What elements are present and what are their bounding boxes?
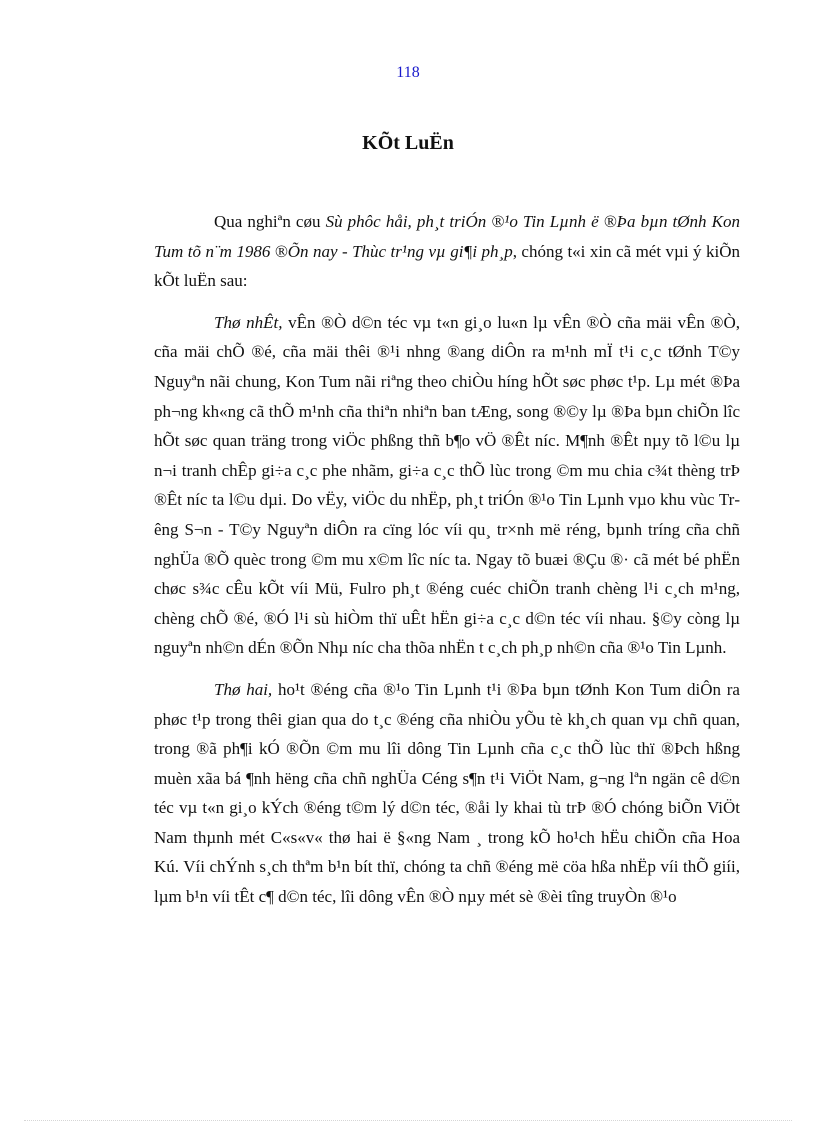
second-conclusion-label: Thø hai, xyxy=(214,679,273,699)
intro-lead: Qua nghiªn cøu xyxy=(214,212,326,231)
page-number: 118 xyxy=(396,64,420,81)
page-title: KÕt LuËn xyxy=(362,132,454,154)
paragraph-second-conclusion xyxy=(154,675,740,912)
first-conclusion-label: Thø nhÊt, xyxy=(214,312,283,332)
intro-study-title: Sù phôc håi, ph¸t triÓn ®¹o Tin Lµnh ë ®Þa bµn tØnh Kon Tum tõ n¨m 1986 ®Õn nay - Thùc tr¹ng vµ gi¶i ph¸p xyxy=(154,212,740,261)
second-conclusion-text: ho¹t ®éng cña ®¹o Tin Lµnh t¹i ®Þa bµn tØnh Kon Tum diÔn ra phøc t¹p trong thêi gian qua do t¸c ®éng cña nhiÒu yÕu tè kh¸ch quan vµ chñ quan, trong ®ã ph¶i kÓ ®Õn ©m mu lîi dông Tin Lµnh cña c¸c thÕ lùc thï ®Þch hßng muèn xãa bá ¶nh hëng cña chñ nghÜa Céng s¶n t¹i ViÖt Nam, g¬ng lªn ngän cê d©n téc vµ t«n gi¸o kÝch ®éng t©m lý d©n téc, ®åi ly khai tù trÞ ®Ó chóng biÕn ViÖt Nam thµnh mét C«s«v« thø hai ë §«ng Nam ¸ trong kÕ ho¹ch hËu chiÕn cña Hoa Kú. Víi chÝnh s¸ch thªm b¹n bít thï, chóng ta chñ ®éng më cöa hßa nhËp víi thÕ giíi, lµm b¹n víi tÊt c¶ d©n téc, lîi dông vÊn ®Ò nµy mét sè ®èi tîng truyÒn ®¹o xyxy=(154,679,740,907)
page-bottom-divider xyxy=(24,1120,792,1121)
intro-text: , chóng t«i xin cã mét vµi ý kiÕn kÕt luËn sau: xyxy=(154,241,740,291)
first-conclusion-text: vÊn ®Ò d©n téc vµ t«n gi¸o lu«n lµ vÊn ®Ò cña mäi vÊn ®Ò, cña mäi chÕ ®é, cña mäi thêi ®¹i nhng ®ang diÔn ra m¹nh mÏ t¹i c¸c tØnh T©y Nguyªn nãi chung, Kon Tum nãi riªng theo chiÒu híng hÕt søc phøc t¹p. Lµ mét ®Þa ph¬ng kh«ng cã thÕ m¹nh cña thiªn nhiªn ban tÆng, song ®©y lµ ®Þa bµn chiÕn lîc hÕt søc quan träng trong viÖc phßng thñ b¶o vÖ ®Êt níc. M¶nh ®Êt nµy tõ l©u lµ n¬i tranh chÊp gi÷a c¸c phe nhãm, gi÷a c¸c thÕ lùc trong ©m mu chia c¾t thèng trÞ ®Êt níc ta l©u dµi. Do vËy, viÖc du nhËp, ph¸t triÓn ®¹o Tin Lµnh vµo khu vùc Trêng S¬n - T©y Nguyªn diÔn ra cïng lóc víi qu¸ tr×nh më réng, bµnh tríng cña chñ nghÜa ®Õ quèc trong ©m mu x©m lîc níc ta. Ngay tõ buæi ®Çu ®· cã mét bé phËn chøc s¾c cÊu kÕt víi Mü, Fulro ph¸t ®éng cuéc chiÕn tranh chèng l¹i c¸ch m¹ng, chèng chÕ ®é, ®Ó l¹i sù hiÒm thï uÊt hËn gi÷a c¸c d©n téc víi nhau. §©y còng lµ nguyªn nh©n dÉn ®Õn Nhµ níc cha thõa nhËn t c¸ch ph¸p nh©n cña ®¹o Tin Lµnh. xyxy=(154,312,740,658)
paragraph-intro xyxy=(154,207,740,296)
body-text xyxy=(154,207,740,924)
paragraph-first-conclusion xyxy=(154,308,740,663)
